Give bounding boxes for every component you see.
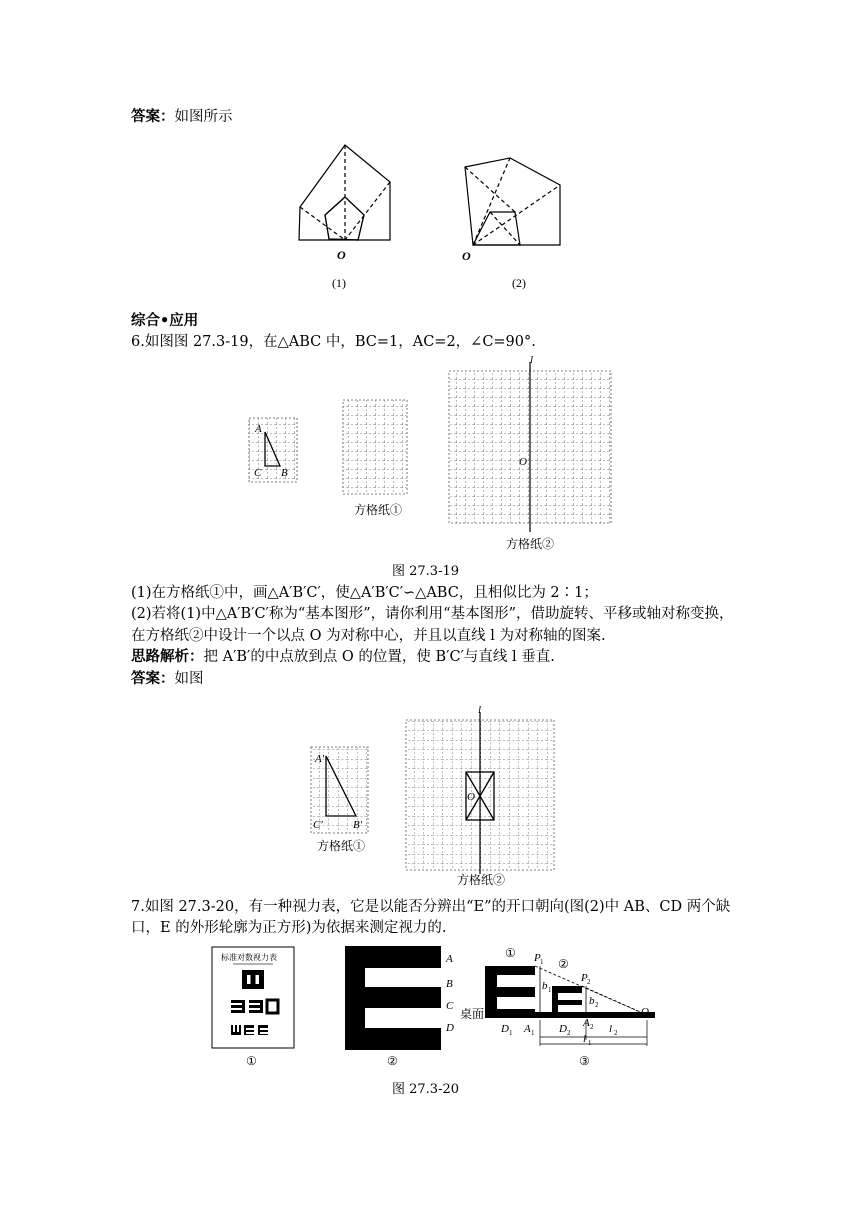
fig3-l1: l	[583, 1033, 587, 1045]
q6-part2-line1: (2)若将(1)中△A′B′C′称为“基本图形”，请你利用“基本图形”，借助旋转、平移或轴对称变换，	[131, 606, 734, 622]
answer-label-o: O	[467, 791, 475, 803]
fig3-l2: l	[609, 1023, 613, 1035]
fig3-d1-sub: 1	[509, 1029, 513, 1037]
pentagon-point-o-2: O	[462, 249, 471, 263]
fig3-circle-2: ②	[558, 957, 569, 971]
sub-label-1: ①	[246, 1054, 257, 1068]
fig3-d1: D	[501, 1023, 509, 1035]
answer-paper-2-label: 方格纸②	[457, 873, 506, 887]
sub-label-3: ③	[579, 1054, 590, 1068]
sub-label-2: ②	[387, 1054, 398, 1068]
answer-label-l: l	[478, 704, 482, 716]
q6-part1: (1)在方格纸①中，画△A′B′C′，使△A′B′C′∽△ABC，且相似比为 2∶1；	[131, 585, 598, 601]
q6-answer-figure	[300, 702, 570, 890]
fig3-b1: b	[542, 980, 548, 992]
answer-label: 答案：	[131, 108, 175, 125]
fig-27-3-20-caption: 图 27.3-20	[392, 1082, 460, 1097]
q6-answer-text: 如图	[174, 671, 204, 687]
fig3-p1-sub: 1	[540, 958, 544, 966]
fig3-p1: P	[534, 952, 541, 964]
pentagon-label-2: (2)	[512, 276, 526, 290]
e-label-d: D	[446, 1022, 454, 1034]
label-a: A	[255, 423, 262, 435]
e-label-b: B	[446, 978, 453, 990]
fig3-p2: P	[581, 972, 588, 984]
fig3-l2-sub: 2	[614, 1029, 618, 1037]
e-label-a: A	[446, 953, 453, 965]
fig3-d2-sub: 2	[567, 1029, 571, 1037]
label-l: l	[530, 354, 534, 366]
fig3-d2: D	[559, 1023, 567, 1035]
q7-line2: 口，E 的外形轮廓为正方形)为依据来测定视力的.	[131, 920, 447, 936]
fig3-a1: A	[524, 1023, 531, 1035]
distance-diagram	[460, 946, 655, 1047]
hint-label: 思路解析：	[131, 648, 204, 665]
q6-part2-line2: 在方格纸②中设计一个以点 O 为对称中心，并且以直线 l 为对称轴的图案.	[131, 628, 606, 644]
q6-answer	[131, 670, 204, 688]
paper-1-label: 方格纸①	[354, 503, 403, 517]
paper-2-label: 方格纸②	[506, 537, 555, 551]
big-e	[345, 946, 441, 1050]
label-o: O	[519, 456, 527, 468]
q6-hint	[131, 648, 555, 666]
fig3-p2-sub: 2	[587, 978, 591, 986]
q6-answer-label: 答案：	[131, 670, 175, 687]
fig3-circle-1: ①	[505, 946, 516, 960]
answer-line-1	[131, 108, 233, 126]
section-title: 综合•应用	[131, 312, 199, 329]
label-c: C	[254, 467, 262, 479]
fig3-o: O	[641, 1006, 649, 1018]
fig3-b2-sub: 2	[595, 1001, 599, 1009]
q6-stem: 6.如图图 27.3-19，在△ABC 中，BC=1，AC=2，∠C=90°.	[131, 334, 536, 350]
label-b: B	[281, 467, 288, 479]
fig3-l1-sub: 1	[588, 1039, 592, 1047]
e-label-c: C	[446, 1000, 454, 1012]
pentagon-diagram-2	[465, 158, 560, 245]
fig-27-3-20	[205, 942, 665, 1072]
pentagon-figure	[290, 140, 590, 300]
label-a-prime: A′	[315, 753, 325, 765]
pentagon-diagram-1	[299, 145, 390, 240]
hint-text: 把 A′B′的中点放到点 O 的位置，使 B′C′与直线 l 垂直.	[203, 649, 555, 665]
fig3-a2-sub: 2	[590, 1023, 594, 1031]
grid-paper-1	[343, 400, 407, 494]
pentagon-point-o-1: O	[337, 248, 346, 262]
fig3-b1-sub: 1	[548, 986, 552, 994]
eye-chart-title: 标准对数视力表	[221, 953, 277, 962]
q7-line1: 7.如图 27.3-20，有一种视力表，它是以能否分辨出“E”的开口朝向(图(2)中 AB、CD 两个缺	[131, 899, 731, 915]
label-c-prime: C′	[313, 819, 323, 831]
answer-paper-1-label: 方格纸①	[317, 839, 366, 853]
answer-text: 如图所示	[174, 109, 233, 125]
fig3-b2: b	[589, 995, 595, 1007]
label-b-prime: B′	[353, 819, 363, 831]
pentagon-label-1: (1)	[332, 276, 346, 290]
fig-27-3-19	[240, 352, 630, 558]
fig3-a2: A	[583, 1017, 590, 1029]
fig-27-3-19-caption: 图 27.3-19	[392, 564, 460, 579]
fig3-desk: 桌面	[460, 1007, 485, 1021]
fig3-a1-sub: 1	[531, 1029, 535, 1037]
